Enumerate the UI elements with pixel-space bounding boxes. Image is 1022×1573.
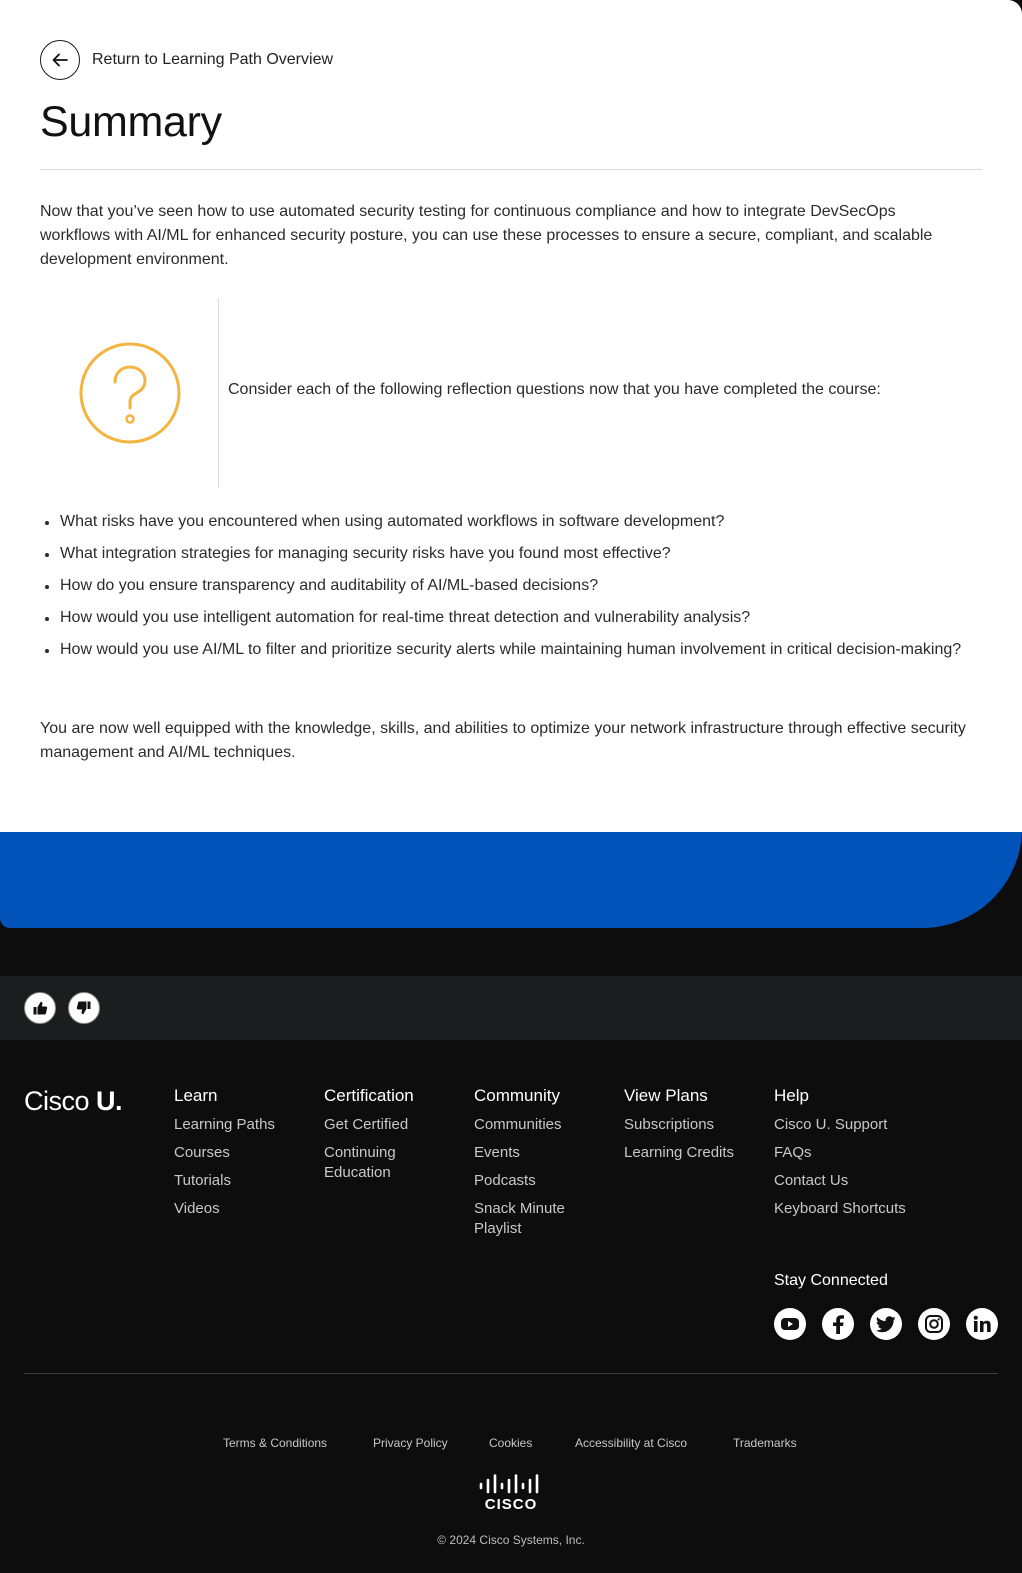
- footer-link[interactable]: FAQs: [774, 1144, 812, 1161]
- question-mark-icon: [78, 341, 182, 450]
- accent-band: [0, 820, 1022, 928]
- closing-paragraph: You are now well equipped with the knowledge, skills, and abilities to optimize your network infrastructure through effective security management and AI/ML techniques.: [40, 720, 966, 761]
- footer-link[interactable]: Courses: [174, 1144, 230, 1161]
- footer-link[interactable]: Cisco U. Support: [774, 1116, 888, 1133]
- footer-link[interactable]: Snack Minute Playlist: [474, 1200, 565, 1237]
- footer-column-help: [774, 1086, 974, 1227]
- footer-column-learn: [174, 1086, 314, 1227]
- trademarks-link[interactable]: Trademarks: [733, 1436, 797, 1450]
- reflection-callout: [40, 298, 982, 488]
- reflection-prompt: Consider each of the following reflection questions now that you have completed the course:: [228, 381, 881, 398]
- logo-bold: U.: [96, 1086, 123, 1116]
- footer-link[interactable]: Continuing Education: [324, 1144, 396, 1181]
- copyright: © 2024 Cisco Systems, Inc.: [437, 1533, 585, 1547]
- thumbs-down-icon: [76, 1000, 92, 1016]
- footer-link[interactable]: Learning Paths: [174, 1116, 275, 1133]
- youtube-icon[interactable]: [774, 1308, 806, 1340]
- thumbs-up-button[interactable]: [24, 992, 56, 1024]
- footer-heading: Learn: [174, 1086, 218, 1105]
- question-item: How would you use AI/ML to filter and prioritize security alerts while maintaining human involvement in critical decision-making?: [40, 638, 970, 662]
- footer-link[interactable]: Subscriptions: [624, 1116, 715, 1133]
- instagram-icon[interactable]: [918, 1308, 950, 1340]
- footer-column-community: [474, 1086, 574, 1247]
- feedback-bar: [0, 976, 1022, 1040]
- footer-link[interactable]: Communities: [474, 1116, 562, 1133]
- footer-heading: Help: [774, 1086, 809, 1105]
- footer-link[interactable]: Learning Credits: [624, 1144, 735, 1161]
- stay-connected-heading: Stay Connected: [774, 1272, 888, 1289]
- accessibility-link[interactable]: Accessibility at Cisco: [575, 1436, 688, 1450]
- linkedin-icon[interactable]: [966, 1308, 998, 1340]
- page-title: Summary: [40, 98, 222, 146]
- back-to-overview-link[interactable]: [40, 40, 333, 80]
- footer-link[interactable]: Events: [474, 1144, 520, 1161]
- footer-link[interactable]: Podcasts: [474, 1172, 536, 1189]
- thumbs-down-button[interactable]: [68, 992, 100, 1024]
- footer-heading: Community: [474, 1086, 560, 1105]
- cookies-link[interactable]: Cookies: [489, 1436, 533, 1450]
- privacy-policy-link[interactable]: Privacy Policy: [373, 1436, 448, 1450]
- footer-link[interactable]: Contact Us: [774, 1172, 849, 1189]
- question-item: How do you ensure transparency and auditability of AI/ML-based decisions?: [40, 574, 970, 598]
- cisco-logo[interactable]: [478, 1474, 544, 1517]
- cisco-wordmark: CISCO: [484, 1496, 538, 1512]
- footer-link[interactable]: Tutorials: [174, 1172, 231, 1189]
- back-link-label[interactable]: Return to Learning Path Overview: [92, 51, 334, 68]
- question-item: What risks have you encountered when using automated workflows in software development?: [40, 510, 970, 534]
- logo-text: Cisco: [24, 1086, 90, 1116]
- twitter-icon[interactable]: [870, 1308, 902, 1340]
- terms-link[interactable]: Terms & Conditions: [223, 1436, 328, 1450]
- footer-heading: Certification: [324, 1086, 414, 1105]
- question-item: What integration strategies for managing security risks have you found most effective?: [40, 542, 970, 566]
- question-item: How would you use intelligent automation for real-time threat detection and vulnerability analysis?: [40, 606, 970, 630]
- footer-column-certification: [324, 1086, 424, 1191]
- footer-link[interactable]: Videos: [174, 1200, 220, 1217]
- footer-link[interactable]: Get Certified: [324, 1116, 409, 1133]
- cisco-u-logo[interactable]: [24, 1086, 122, 1117]
- facebook-icon[interactable]: [822, 1308, 854, 1340]
- callout-divider: [218, 298, 219, 488]
- footer-column-view-plans: [624, 1086, 764, 1171]
- footer-link[interactable]: Keyboard Shortcuts: [774, 1200, 906, 1217]
- footer-divider: [24, 1373, 998, 1374]
- title-divider: [40, 169, 982, 170]
- back-arrow-icon[interactable]: [40, 40, 80, 80]
- intro-paragraph: Now that you’ve seen how to use automated security testing for continuous compliance and how to integrate DevSecOps workflows with AI/ML for enhanced security posture, you can use these processes to ensure a secure, compliant, and scalable development environment.: [40, 203, 933, 268]
- thumbs-up-icon: [32, 1000, 48, 1016]
- footer-heading: View Plans: [624, 1086, 708, 1105]
- reflection-questions: [40, 510, 970, 670]
